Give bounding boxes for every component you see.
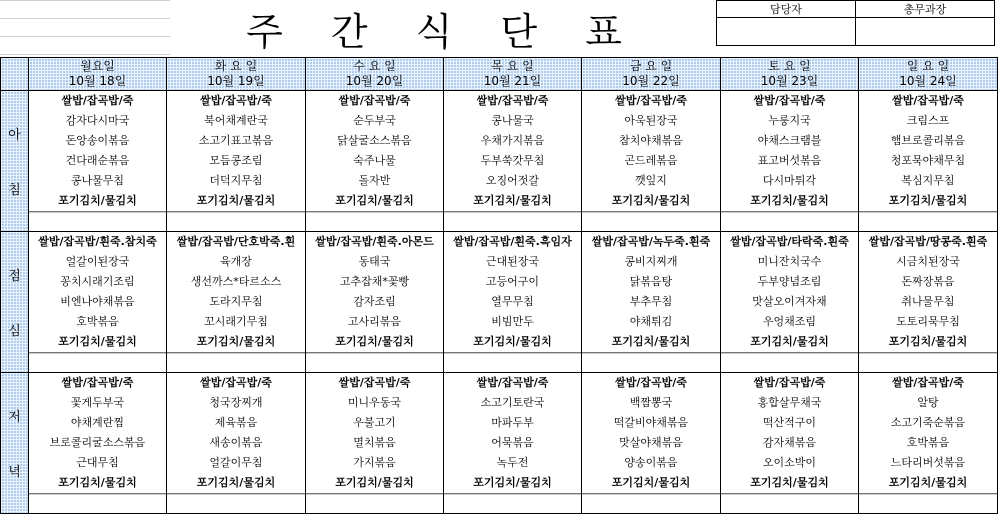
- menu-table: [0, 57, 998, 514]
- staple-item: 쌀밥/잡곡밥/죽: [476, 376, 549, 389]
- dish-item: 돈짜장볶음: [901, 275, 955, 288]
- dish-item: 야채스크램블: [757, 134, 822, 147]
- dish-item: 고등어구이: [485, 275, 540, 288]
- blank-line: [721, 494, 858, 513]
- dish-item: 가지볶음: [353, 456, 396, 469]
- day-date: 10월 21일: [483, 74, 542, 88]
- kimchi-item: 포기김치/물김치: [582, 332, 720, 353]
- dish-item: 숙주나물: [353, 154, 396, 167]
- dish-item: 곤드레볶음: [624, 154, 678, 167]
- blank-line: [582, 212, 720, 231]
- dish-item: 콩나물국: [491, 114, 534, 127]
- day-date: 10월 19일: [207, 74, 265, 88]
- staple-item: 쌀밥/잡곡밥/타락죽.흰죽: [730, 235, 849, 248]
- kimchi-item: 포기김치/물김치: [167, 332, 305, 353]
- dish-item: 아욱된장국: [624, 114, 678, 127]
- dish-item: 새송이볶음: [209, 436, 263, 449]
- day-header: [29, 58, 167, 91]
- blank-line: [859, 353, 997, 372]
- kimchi-item: 포기김치/물김치: [444, 332, 581, 353]
- menu-cell[interactable]: [29, 232, 167, 373]
- dish-item: 복심지무침: [901, 174, 955, 187]
- meal-label-top: 점: [8, 269, 21, 284]
- kimchi-item: 포기김치/물김치: [859, 332, 997, 353]
- staple-item: 쌀밥/잡곡밥/죽: [753, 94, 826, 107]
- dish-item: 꽁치시래기조림: [60, 275, 135, 288]
- staple-item: 쌀밥/잡곡밥/죽: [753, 376, 826, 389]
- dish-item: 도라지무침: [209, 295, 263, 308]
- dish-item: 청포묵야채무침: [890, 154, 966, 167]
- menu-cell[interactable]: [444, 91, 582, 232]
- dish-item: 맛살야채볶음: [619, 436, 683, 449]
- day-name: 목 요 일: [491, 59, 534, 73]
- blank-line: [859, 494, 997, 513]
- dish-item: 우엉채조림: [762, 315, 817, 328]
- dish-item: 참치야채볶음: [619, 134, 683, 147]
- dish-item: 양송이볶음: [624, 456, 678, 469]
- dish-item: 순두부국: [353, 114, 396, 127]
- dish-item: 마파두부: [491, 416, 534, 429]
- dish-item: 누룽지국: [768, 114, 811, 127]
- staple-item: 쌀밥/잡곡밥/죽: [61, 94, 134, 107]
- dish-item: 호박볶음: [906, 436, 950, 449]
- dish-item: 야채튀김: [629, 315, 673, 328]
- staple-item: 쌀밥/잡곡밥/흰죽.참치죽: [38, 235, 157, 248]
- kimchi-item: 포기김치/물김치: [167, 191, 305, 212]
- menu-cell[interactable]: [29, 91, 167, 232]
- blank-line: [167, 353, 305, 372]
- day-date: 10월 24일: [899, 74, 957, 88]
- title-area: [0, 0, 716, 56]
- kimchi-item: 포기김치/물김치: [306, 473, 443, 494]
- dish-item: 감자다시마국: [65, 114, 130, 127]
- dish-item: 미니잔치국수: [757, 255, 822, 268]
- dish-item: 시금치된장국: [896, 255, 960, 268]
- blank-line: [582, 353, 720, 372]
- dish-item: 생선까스*타르소스: [190, 275, 282, 288]
- dish-item: 우불고기: [353, 416, 396, 429]
- dish-item: 고추잡채*꽃빵: [339, 275, 410, 288]
- dish-item: 근대무침: [76, 456, 119, 469]
- dish-item: 야채계란찜: [70, 416, 125, 429]
- staple-item: 쌀밥/잡곡밥/죽: [615, 94, 687, 107]
- day-date: 10월 23일: [760, 74, 819, 88]
- blank-line: [306, 353, 443, 372]
- dish-item: 부추무침: [629, 295, 673, 308]
- dish-item: 깻잎지: [635, 174, 667, 187]
- blank-line: [721, 353, 858, 372]
- menu-cell[interactable]: [582, 232, 721, 373]
- kimchi-item: 포기김치/물김치: [167, 473, 305, 494]
- blank-line: [306, 212, 443, 231]
- meal-label-bottom: 심: [8, 324, 21, 339]
- dish-item: 비엔나야채볶음: [60, 295, 135, 308]
- dish-item: 열무무침: [491, 295, 534, 308]
- menu-cell[interactable]: [306, 373, 444, 514]
- menu-cell[interactable]: [167, 373, 306, 514]
- blank-line: [859, 212, 997, 231]
- staple-item: 쌀밥/잡곡밥/죽: [200, 376, 272, 389]
- approval-sign-director[interactable]: [856, 18, 995, 46]
- dish-item: 소고기죽순볶음: [890, 416, 966, 429]
- dish-item: 더덕지무침: [209, 174, 263, 187]
- kimchi-item: 포기김치/물김치: [859, 191, 997, 212]
- kimchi-item: 포기김치/물김치: [582, 473, 720, 494]
- dish-item: 취나물무침: [901, 295, 955, 308]
- corner-cell: [1, 58, 29, 91]
- approval-box: [716, 0, 995, 46]
- meal-row: [1, 232, 998, 373]
- dish-item: 표고버섯볶음: [757, 154, 822, 167]
- staple-item: 쌀밥/잡곡밥/단호박죽.흰: [176, 235, 296, 248]
- dish-item: 두부양념조림: [757, 275, 822, 288]
- dish-item: 미니우동국: [347, 396, 402, 409]
- blank-line: [29, 494, 166, 513]
- menu-cell[interactable]: [167, 232, 306, 373]
- blank-line: [167, 212, 305, 231]
- day-header: [582, 58, 721, 91]
- approval-sign-manager[interactable]: [717, 18, 856, 46]
- menu-cell[interactable]: [582, 373, 721, 514]
- blank-line: [444, 353, 581, 372]
- dish-item: 두부쑥갓무침: [480, 154, 545, 167]
- blank-line: [721, 212, 858, 231]
- dish-item: 알탕: [917, 396, 939, 409]
- staple-item: 쌀밥/잡곡밥/죽: [476, 94, 549, 107]
- meal-label-bottom: 녁: [8, 465, 21, 480]
- dish-item: 북어채계란국: [204, 114, 268, 127]
- day-name: 월요일: [80, 59, 115, 73]
- dish-item: 닭살굴소스볶음: [337, 134, 412, 147]
- staple-item: 쌀밥/잡곡밥/흰죽.흑임자: [453, 235, 572, 248]
- kimchi-item: 포기김치/물김치: [29, 191, 166, 212]
- blank-line: [444, 494, 581, 513]
- day-name: 화 요 일: [214, 59, 258, 73]
- dish-item: 육개장: [220, 255, 252, 268]
- menu-cell[interactable]: [582, 91, 721, 232]
- menu-cell[interactable]: [859, 91, 998, 232]
- day-header: [444, 58, 582, 91]
- dish-item: 닭볶음탕: [629, 275, 673, 288]
- dish-item: 꽃게두부국: [70, 396, 125, 409]
- day-header-row: [1, 58, 998, 91]
- menu-cell[interactable]: [167, 91, 306, 232]
- staple-item: 쌀밥/잡곡밥/죽: [892, 94, 964, 107]
- dish-item: 멸치볶음: [353, 436, 396, 449]
- approval-label-director: 총무과장: [856, 1, 995, 18]
- dish-item: 다시마튀각: [762, 174, 817, 187]
- dish-item: 오징어젓갈: [485, 174, 540, 187]
- blank-line: [167, 494, 305, 513]
- dish-item: 돈앙송이볶음: [65, 134, 130, 147]
- dish-item: 비빔만두: [491, 315, 534, 328]
- meal-row: [1, 91, 998, 232]
- day-name: 토 요 일: [768, 59, 811, 73]
- dish-item: 호박볶음: [76, 315, 119, 328]
- day-date: 10월 22일: [622, 74, 680, 88]
- menu-cell[interactable]: [859, 232, 998, 373]
- dish-item: 우채가지볶음: [480, 134, 545, 147]
- staple-item: 쌀밥/잡곡밥/땅콩죽.흰죽: [868, 235, 988, 248]
- dish-item: 건다래순볶음: [65, 154, 130, 167]
- menu-cell[interactable]: [721, 232, 859, 373]
- day-date: 10월 20일: [345, 74, 404, 88]
- dish-item: 돌자반: [358, 174, 391, 187]
- day-name: 일 요 일: [906, 59, 950, 73]
- day-name: 금 요 일: [629, 59, 673, 73]
- staple-item: 쌀밥/잡곡밥/죽: [892, 376, 964, 389]
- page-title: 주 간 식 단 표: [246, 9, 640, 54]
- dish-item: 햄브로콜리볶음: [890, 134, 966, 147]
- dish-item: 느타리버섯볶음: [890, 456, 966, 469]
- menu-cell[interactable]: [721, 91, 859, 232]
- dish-item: 녹두전: [496, 456, 529, 469]
- approval-label-manager: 담당자: [717, 1, 856, 18]
- dish-item: 크림스프: [906, 114, 950, 127]
- kimchi-item: 포기김치/물김치: [306, 191, 443, 212]
- meal-row: [1, 373, 998, 514]
- staple-item: 쌀밥/잡곡밥/죽: [615, 376, 687, 389]
- kimchi-item: 포기김치/물김치: [721, 332, 858, 353]
- staple-item: 쌀밥/잡곡밥/죽: [338, 94, 411, 107]
- blank-line: [306, 494, 443, 513]
- meal-label: [1, 232, 29, 373]
- dish-item: 맛살오이겨자채: [752, 295, 827, 308]
- dish-item: 꼬시래기무침: [204, 315, 268, 328]
- menu-cell[interactable]: [444, 232, 582, 373]
- day-header: [859, 58, 998, 91]
- dish-item: 소고기토란국: [480, 396, 545, 409]
- dish-item: 모듬콩조림: [209, 154, 263, 167]
- kimchi-item: 포기김치/물김치: [29, 332, 166, 353]
- kimchi-item: 포기김치/물김치: [859, 473, 997, 494]
- dish-item: 백짬뽕국: [629, 396, 673, 409]
- dish-item: 근대된장국: [485, 255, 540, 268]
- staple-item: 쌀밥/잡곡밥/녹두죽.흰죽: [591, 235, 711, 248]
- meal-label-top: 아: [8, 128, 21, 143]
- meal-label-top: 저: [8, 410, 21, 425]
- staple-item: 쌀밥/잡곡밥/흰죽.아몬드: [315, 235, 434, 248]
- dish-item: 감자조림: [353, 295, 396, 308]
- meal-label-bottom: 침: [8, 183, 21, 198]
- blank-line: [29, 212, 166, 231]
- kimchi-item: 포기김치/물김치: [444, 191, 581, 212]
- blank-line: [582, 494, 720, 513]
- dish-item: 오이소박이: [762, 456, 817, 469]
- dish-item: 얼갈이된장국: [65, 255, 130, 268]
- dish-item: 콩비지찌개: [624, 255, 678, 268]
- menu-cell[interactable]: [444, 373, 582, 514]
- kimchi-item: 포기김치/물김치: [306, 332, 443, 353]
- kimchi-item: 포기김치/물김치: [721, 473, 858, 494]
- dish-item: 얼갈이무침: [209, 456, 263, 469]
- dish-item: 제육볶음: [214, 416, 258, 429]
- dish-item: 떡갈비야채볶음: [613, 416, 689, 429]
- menu-cell[interactable]: [29, 373, 167, 514]
- meal-label: [1, 373, 29, 514]
- dish-item: 홍합살무채국: [757, 396, 822, 409]
- kimchi-item: 포기김치/물김치: [29, 473, 166, 494]
- staple-item: 쌀밥/잡곡밥/죽: [338, 376, 411, 389]
- menu-cell[interactable]: [306, 91, 444, 232]
- dish-item: 고사리볶음: [347, 315, 402, 328]
- day-header: [306, 58, 444, 91]
- staple-item: 쌀밥/잡곡밥/죽: [61, 376, 134, 389]
- menu-cell[interactable]: [859, 373, 998, 514]
- dish-item: 도토리묵무침: [896, 315, 960, 328]
- dish-item: 콩나물무침: [70, 174, 125, 187]
- menu-cell[interactable]: [306, 232, 444, 373]
- dish-item: 감자채볶음: [762, 436, 817, 449]
- staple-item: 쌀밥/잡곡밥/죽: [200, 94, 272, 107]
- kimchi-item: 포기김치/물김치: [721, 191, 858, 212]
- dish-item: 청국장찌개: [209, 396, 263, 409]
- day-header: [167, 58, 306, 91]
- meal-label: [1, 91, 29, 232]
- blank-line: [29, 353, 166, 372]
- day-name: 수 요 일: [353, 59, 396, 73]
- dish-item: 어묵볶음: [491, 436, 534, 449]
- kimchi-item: 포기김치/물김치: [444, 473, 581, 494]
- dish-item: 소고기표고볶음: [198, 134, 274, 147]
- day-header: [721, 58, 859, 91]
- menu-cell[interactable]: [721, 373, 859, 514]
- dish-item: 동태국: [358, 255, 391, 268]
- day-date: 10월 18일: [68, 74, 127, 88]
- dish-item: 떡산적구이: [762, 416, 817, 429]
- blank-line: [444, 212, 581, 231]
- dish-item: 브로콜리굴소스볶음: [49, 436, 146, 449]
- kimchi-item: 포기김치/물김치: [582, 191, 720, 212]
